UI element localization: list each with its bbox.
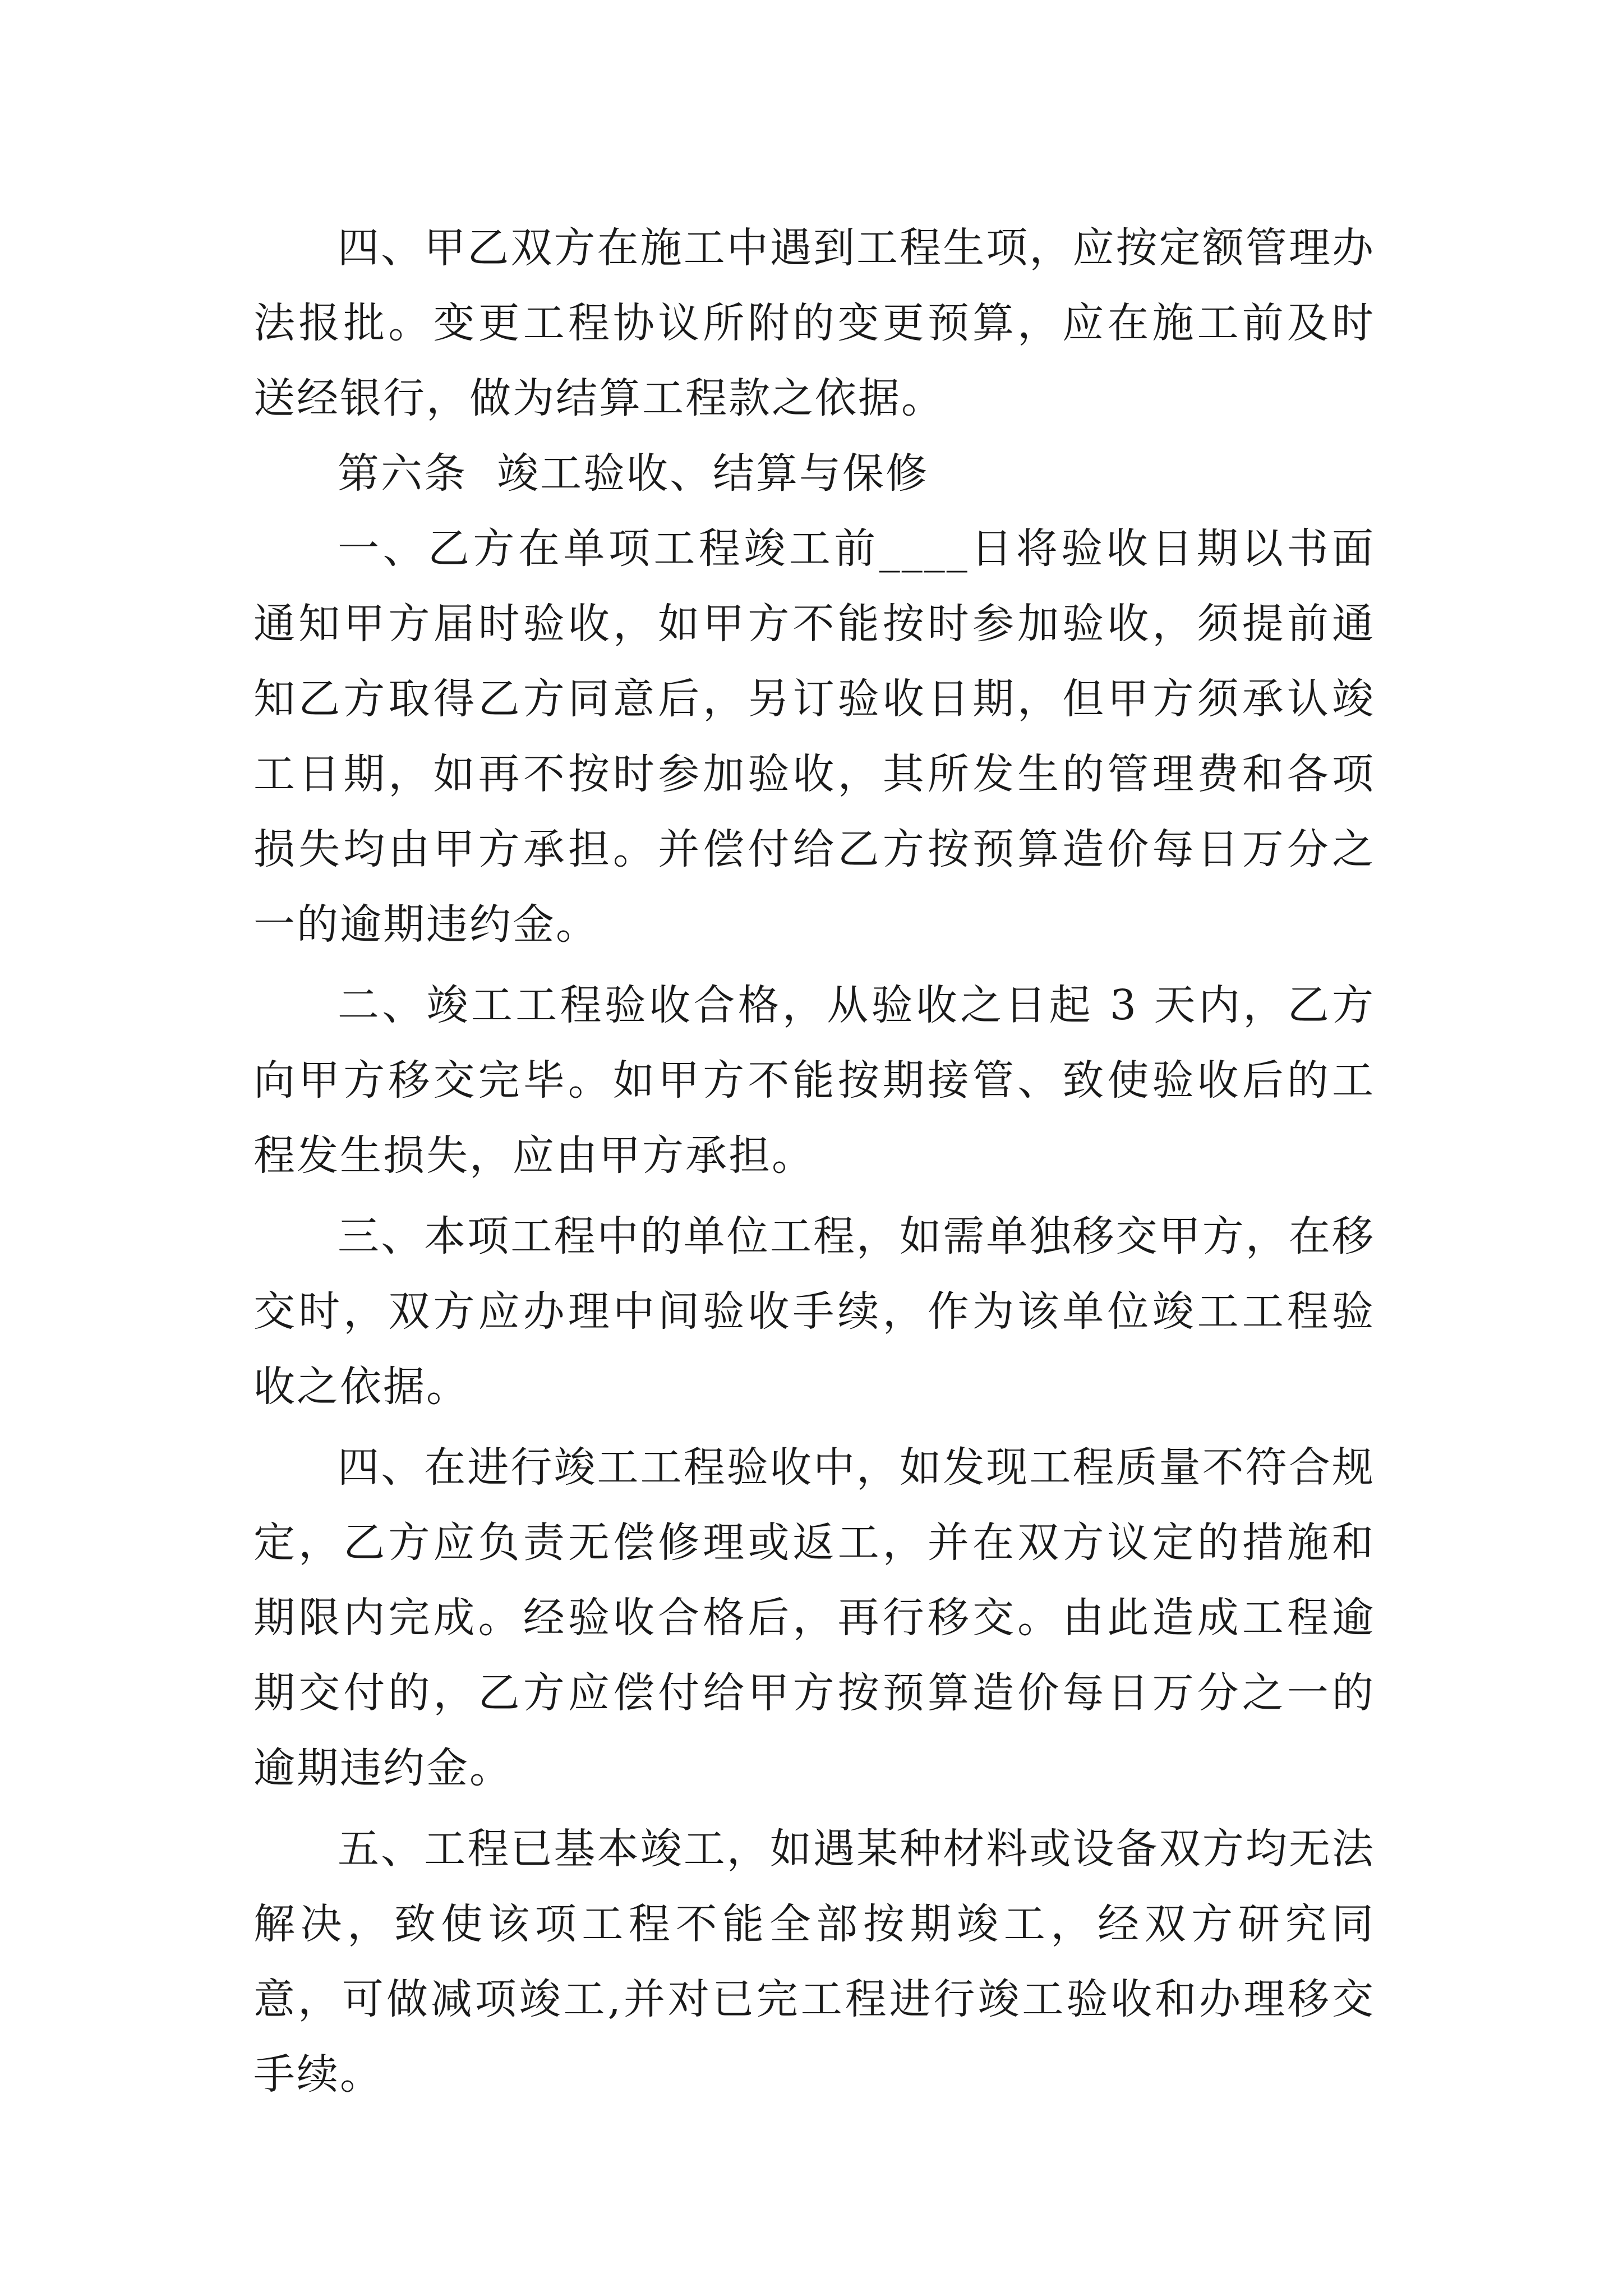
paragraph-item-5-partial-completion: 五、工程已基本竣工，如遇某种材料或设备双方均无法解决，致使该项工程不能全部按期竣工，经双方研究同意，可做减项竣工,并对已完工程进行竣工验收和办理移交手续。 [253, 1825, 1375, 2099]
paragraph-item-2-handover: 二、竣工工程验收合格，从验收之日起 3 天内，乙方向甲方移交完毕。如甲方不能按期接管、致使验收后的工程发生损失，应由甲方承担。 [253, 981, 1375, 1180]
paragraph-item-3-unit-handover: 三、本项工程中的单位工程，如需单独移交甲方，在移交时，双方应办理中间验收手续，作为该单位竣工工程验收之依据。 [253, 1212, 1375, 1411]
paragraph-spacer [253, 1424, 1375, 1430]
section-heading-article-6: 第六条 竣工验收、结算与保修 [338, 449, 929, 498]
paragraph-item-4-change-approval: 四、甲乙双方在施工中遇到工程生项，应按定额管理办法报批。变更工程协议所附的变更预算，应在施工前及时送经银行，做为结算工程款之依据。 [253, 224, 1375, 422]
paragraph-spacer [253, 1806, 1375, 1811]
paragraph-item-1-acceptance-notice: 一、乙方在单项工程竣工前____日将验收日期以书面通知甲方届时验收，如甲方不能按时参加验收，须提前通知乙方取得乙方同意后，另订验收日期，但甲方须承认竣工日期，如再不按时参加验收，其所发生的管理费和各项损失均由甲方承担。并偿付给乙方按预算造价每日万分之一的逾期违约金。 [253, 524, 1375, 949]
paragraph-spacer [253, 1193, 1375, 1199]
paragraph-item-4-quality-rework: 四、在进行竣工工程验收中，如发现工程质量不符合规定，乙方应负责无偿修理或返工，并在双方议定的措施和期限内完成。经验收合格后，再行移交。由此造成工程逾期交付的，乙方应偿付给甲方按预算造价每日万分之一的逾期违约金。 [253, 1443, 1375, 1792]
paragraph-spacer [253, 962, 1375, 968]
document-page [253, 210, 1375, 2112]
